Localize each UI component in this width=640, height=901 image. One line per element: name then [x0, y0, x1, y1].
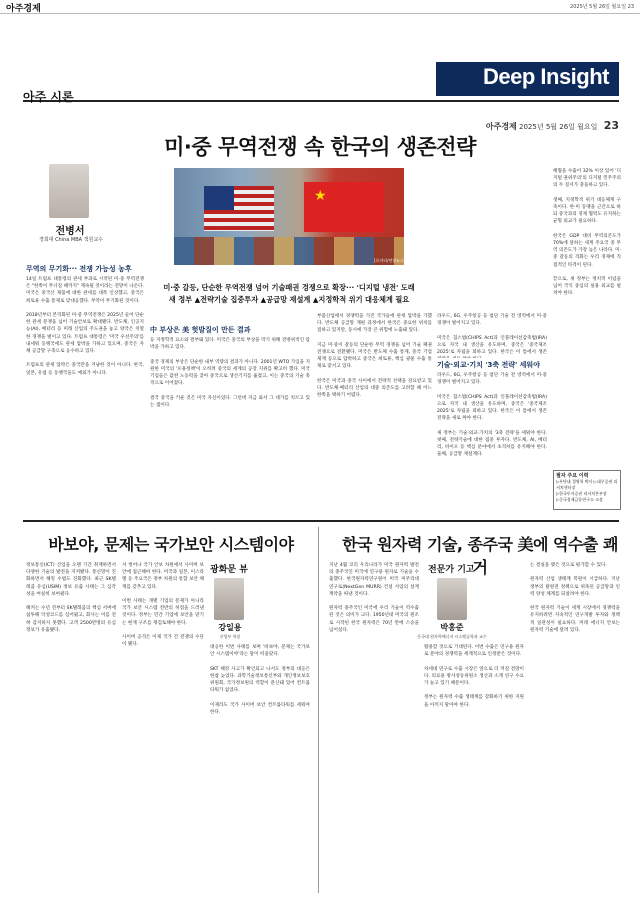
- photo-credit: [로이터/연합뉴스]: [374, 258, 406, 263]
- article-column-4: 라우드, 6G, 우주항공 등 첨단 기술 전 영역에서 미·중 경쟁이 벌어지고 있다. 미국은 칩스법(CHIPS Act)과 인플레이션감축법(IRA)으로 자국 내 생산을 유도하며, 중국은 '중국제조 2025'로 자립을 꾀하고 있다. 한국은 이 틈에서 생존 전략을 새로 짜야 한다. 새 정부는 기술·외교·가치의 '3축 전략'을 세워야 한다. 첫째, 전략기술에 대한 집중 투자다. 반도체, AI, 배터리, 바이오 등 핵심 분야에서 초격차를 유지해야 한다. 둘째, 공급망 재설계다.: [437, 373, 547, 458]
- author-profile-box: [553, 470, 621, 510]
- article-column-3: 부품산업에서 경쟁력을 가진 국가들에 관세 압박을 가했다. 반도체 공급망 재편 과정에서 한국은 중요한 위치를 점하고 있지만, 동시에 가장 큰 위험에 노출돼 있다. 지금 미·중이 갈등의 단순한 무역 경쟁을 넘어 기술 패권 전쟁으로 전환됐다. 미국은 반도체 수출 통제, 중국 기업 제재 등으로 압박하고 중국은 희토류, 핵심 광물 수출 통제로 맞서고 있다. 한국은 미국과 중국 사이에서 전략적 선택을 강요받고 있다. 반도체·배터리 산업의 대중 의존도를 고려할 때 어느 한쪽을 택하기 어렵다.: [317, 314, 432, 399]
- article-column-4-top: 라우드, 6G, 우주항공 등 첨단 기술 전 영역에서 미·중 경쟁이 벌어지고 있다. 미국은 칩스법(CHIPS Act)과 인플레이션감축법(IRA)으로 자국 내 생산을 유도하며, 중국은 '중국제조 2025'로 자립을 꾀하고 있다. 한국은 이 틈에서 생존: [437, 314, 547, 356]
- author-portrait: [49, 164, 89, 218]
- bottom-left-column-1: 정보통신(ICT) 산업을 오랜 기간 취재하면서 다양한 기술의 발전을 지켜봤다. 통신망이 진화하면서 해킹 수법도 진화했다. 최근 SK텔레콤 유심(USIM) 정보 유출 사태는 그 심각성을 여실히 보여줬다. 해커는 수년 전부터 SK텔레콤의 핵심 서버에 침투해 악성코드를 심어뒀고, 회사는 이를 전혀 감지하지 못했다. 고객 2500만명의 유심 정보가 유출됐다.: [26, 563, 116, 633]
- bottom-right-column-1: 지난 4월 코리 우리나라가 미국 원자력 발전의 종주국인 미국에 연구용 원자로 기술을 수출했다. 한국원자력연구원이 미국 미주리대 연구로(NextGen MURR) 건설 사업의 설계 계약을 따낸 것이다. 원자력 종주국인 미국에 우리 기술이 역수출된 것은 의미가 크다. 1950년대 미국의 원조로 시작된 한국 원자력은 70년 만에 스승을 넘어섰다.: [329, 563, 419, 633]
- sidehead-3: 기술·외교·기치 '3축 전략' 세워야: [437, 361, 540, 369]
- left-author-role: 산업부 차장: [219, 634, 241, 639]
- masthead-bar: [0, 0, 640, 14]
- brand-logo: 아주경제: [6, 4, 41, 14]
- bottom-left-column-3: 대응한 이번 사태를 보며 '바보야, 문제는 국가보안 시스템이야'라는 말이 떠올랐다. SKT 해킹 사고가 확인되고 나서도 정부의 대응은 한참 늦었다. 과학기술정보통신부와 개인정보보호위원회, 국가정보원의 역할이 분산돼 있어 컨트롤타워가 없었다. 이제라도 국가 사이버 보안 컨트롤타워를 세워야 한다.: [210, 645, 310, 715]
- section-name: 아주 시론: [23, 90, 74, 104]
- subheadline: [124, 282, 454, 306]
- left-author-portrait: [214, 578, 244, 620]
- article-column-2-lead: [150, 313, 310, 325]
- column-label-left: 광화문 뷰: [210, 565, 248, 575]
- bottom-right-column-2: 활용할 것으로 기대된다. 이번 수출은 연구용 원자로 분야의 경쟁력을 세계적으로 인정받은 것이다. 차세대 연구로 수출 시장은 앞으로 더 커질 전망이다. 의료용 방사성동위원소 생산과 소재 연구 수요가 늘고 있기 때문이다. 정부는 원자력 수출 생태계를 강화하기 위한 지원을 아끼지 말아야 한다.: [424, 645, 524, 708]
- author-title: 경희대 China MBA 객원교수: [38, 237, 104, 243]
- section-divider: [23, 520, 619, 522]
- bottom-right-column-3: 는 결실을 맺은 것으로 평가할 수 있다. 원자력 산업 생태계 복원이 시급하다. 지난 정부의 탈원전 정책으로 위축된 공급망과 인력 양성 체계를 되살려야 한다. 한국 원자력 기술이 세계 시장에서 경쟁력을 유지하려면 지속적인 연구개발 투자와 정책적 일관성이 필요하다. 미래 에너지 안보는 원자력 기술에 달려 있다.: [530, 563, 620, 633]
- right-author-portrait: [437, 578, 467, 620]
- bottom-left-column-2: 서 벗어나 국가 안보 차원에서 사이버 보안에 접근해야 한다. 미국과 일본, 이스라엘 등 주요국은 정부 차원의 통합 보안 체계를 갖추고 있다. 이번 사태는 개별 기업의 문제가 아니라 국가 보안 시스템 전반의 허점을 드러낸 것이다. 정부는 민간 기업에 보안을 맡기는 현재 구조를 재검토해야 한다. 사이버 공격은 이제 국가 간 전쟁의 수단이 됐다.: [122, 563, 204, 648]
- profile-title: 필자 주요 이력: [556, 473, 589, 479]
- china-flag-star-icon: ★: [314, 188, 327, 204]
- subheadline-line-1: 미·중 갈등, 단순한 무역전쟁 넘어 기술패권 경쟁으로 확장··· '디지털 냉전' 도래: [163, 283, 415, 292]
- bottom-right-headline: 한국 원자력 기술, 종주국 美에 역수출 쾌거: [342, 535, 618, 577]
- sidehead-2: 中 부상은 美 헛발질이 만든 결과: [150, 326, 251, 334]
- left-author-name: 강일용: [218, 623, 242, 632]
- profile-line-1: ▷푸단대 경영학 박사 ▷대우증권 리서치센터장: [556, 479, 618, 490]
- bottom-left-headline: 바보야, 문제는 국가보안 시스템이야: [48, 535, 294, 554]
- subheadline-line-2: 새 정부 ▲전략기술 집중투자 ▲공급망 재설계 ▲지정학적 위기 대응체계 필요: [168, 295, 410, 304]
- section-header-rule: [23, 82, 619, 102]
- publication-name: 아주경제: [485, 122, 517, 131]
- right-author-name: 박홍준: [440, 623, 464, 632]
- shipping-containers: [174, 237, 404, 265]
- profile-line-3: ▷중국경제금융연구소 소장: [556, 497, 603, 502]
- issue-date: 2025년 5월 26일 월요일: [519, 123, 598, 131]
- page-number: 23: [603, 119, 619, 132]
- right-author-role: 동국대 원자력에너지 시스템공학과 교수: [417, 634, 487, 639]
- flags-container-photo: [174, 168, 404, 265]
- article-column-1: 14일 트럼프 대통령의 관세 부과로 시작된 미·중 무역전쟁은 "한쪽이 무너질 때까지" 계속될 것이라는 전망이 나온다. 미국은 중국산 제품에 대한 관세를 대폭 인상했고, 중국은 희토류 수출 통제로 맞대응했다. 무역이 무기화된 것이다. 2018년부터 본격화된 미·중 무역전쟁은 2025년 들어 단순한 관세 분쟁을 넘어 기술안보로 확대됐다. 반도체, 인공지능(AI), 배터리 등 미래 산업의 주도권을 놓고 양국은 치열한 경쟁을 벌이고 있다. 트럼프 대통령은 '미국 우선주의'를 내세워 동맹국에도 관세 압박을 가하고 있으며, 중국은 자체 공급망 구축으로 응수하고 있다. 트럼프의 관세 압박은 중국만을 겨냥한 것이 아니다. 한국, 일본, 유럽 등 동맹국들도 예외가 아니다.: [26, 277, 144, 376]
- column-label-right: 전문가 기고: [428, 565, 475, 575]
- main-headline: 미·중 무역전쟁 속 한국의 생존전략: [164, 135, 476, 159]
- author-name: 전병서: [55, 226, 85, 237]
- profile-line-2: ▷한국투자증권 리서치본부장: [556, 491, 607, 496]
- us-flag-canton: [204, 186, 234, 210]
- issue-line: [486, 119, 619, 132]
- masthead-meta: 2025년 5월 26일 월요일 23: [570, 4, 634, 10]
- article-column-2: 등 지정학적 요소와 결부돼 있다. 미국은 중국의 부상을 막기 위해 전방위적인 압박을 가하고 있다. 중국 경제의 부상은 단순한 내부 역량의 결과가 아니다. 2001년 WTO 가입을 지원한 미국의 '포용정책'이 오히려 중국의 세계의 공장 지위를 확고히 했다. 미국 기업들은 값싼 노동력을 찾아 중국으로 생산기지를 옮겼고, 이는 중국의 기술 축적으로 이어졌다. 결국 중국을 키운 것은 미국 자신이었다. 그런데 지금 와서 그 대가를 치르고 있는 셈이다.: [150, 338, 310, 408]
- banner-text: Deep Insight: [482, 64, 609, 89]
- sidehead-1: 무역의 무기화··· 전쟁 가능성 농후: [26, 265, 132, 273]
- article-column-5: 해협을 수출이 32% 이상 있어 '디지털 권위주의'의 디지털 민주주의의 두 질서가 충돌하고 있다. 셋째, 지정학적 위기 대응체계 구축이다. 한·미 동맹을 근간으로 하되 중국과의 경제 협력도 유지하는 균형 외교가 필요하다. 한국은 GDP 대비 무역의존도가 70%에 달하는 세계 주요국 중 무역 의존도가 가장 높은 나라다. 미·중 갈등의 격화는 우리 경제에 직접적인 타격이 된다. 끝으로, 새 정부는 정치적 이념을 넘어 국익 중심의 실용 외교를 펼쳐야 한다.: [553, 169, 621, 297]
- column-divider: [318, 527, 319, 893]
